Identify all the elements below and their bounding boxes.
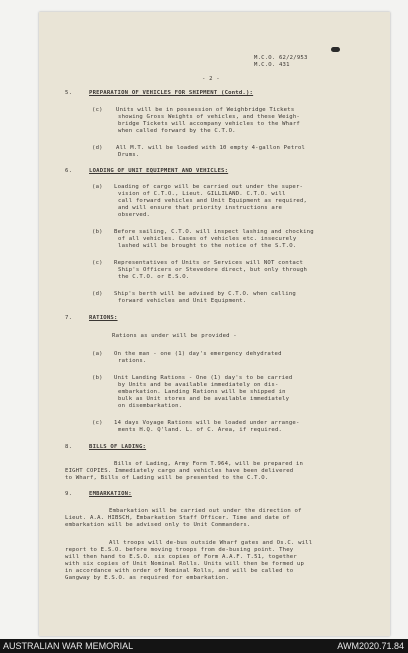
section-6-d-label: (d) — [92, 291, 103, 297]
section-7-b-line: embarkation. Landing Rations will be shipped in — [118, 389, 286, 395]
section-5-d-label: (d) — [92, 145, 103, 151]
section-7-c-line: ments H.Q. Q'land. L. of C. Area, if required. — [118, 427, 283, 433]
archive-footer-bar — [0, 639, 408, 653]
section-5-d-line: All M.T. will be loaded with 10 empty 4-gallon Petrol — [116, 145, 306, 151]
section-7-intro: Rations as under will be provided - — [112, 333, 237, 339]
section-7-b-line: Unit Landing Rations - One (1) day's to be carried — [114, 375, 293, 381]
section-5-c-line: bridge Tickets will accompany vehicles to the Wharf — [118, 121, 300, 127]
section-7-title: RATIONS: — [89, 315, 118, 321]
section-9-para1-line: Lieut. A.A. HIBSCH, Embarkation Staff Officer. Time and date of — [65, 515, 290, 521]
section-5-number: 5. — [65, 90, 73, 96]
section-9-para1-line: embarkation will be advised only to Unit Commanders. — [65, 522, 251, 528]
section-6-a-line: and will ensure that priority instructions are — [118, 205, 283, 211]
section-9-para2-line: report to E.S.O. before moving troops from de-busing point. They — [65, 547, 294, 553]
section-6-number: 6. — [65, 168, 73, 174]
section-6-b-line: Before sailing, C.T.O. will inspect lashing and chocking — [114, 229, 314, 235]
section-9-title: EMBARKATION: — [89, 491, 132, 497]
section-9-number: 9. — [65, 491, 73, 497]
section-7-c-label: (c) — [92, 420, 103, 426]
section-6-d-line: Ship's berth will be advised by C.T.O. when calling — [114, 291, 296, 297]
section-6-a-line: Loading of cargo will be carried out under the super- — [114, 184, 304, 190]
section-7-b-label: (b) — [92, 375, 103, 381]
section-9-para2-line: Gangway by E.S.O. as required for embarkation. — [65, 575, 230, 581]
ref-line-2: M.C.O. 431 — [254, 62, 290, 68]
page-number: - 2 - — [202, 76, 220, 82]
section-5-c-line: when called forward by the C.T.O. — [118, 128, 236, 134]
footer-institution: AUSTRALIAN WAR MEMORIAL — [3, 641, 134, 651]
section-8-title: BILLS OF LADING: — [89, 444, 147, 450]
section-6-a-line: vision of C.T.O., Lieut. GILLILAND. C.T.O. will — [118, 191, 286, 197]
section-7-number: 7. — [65, 315, 73, 321]
section-7-b-line: by Units and be available immediately on dis- — [118, 382, 279, 388]
footer-accession-number: AWM2020.71.84 — [337, 641, 404, 651]
section-5-c-line: Units will be in possession of Weighbridge Tickets — [116, 107, 295, 113]
section-6-a-line: observed. — [118, 212, 151, 218]
page-content — [39, 12, 390, 636]
section-7-a-label: (a) — [92, 351, 103, 357]
section-5-c-line: showing Gross Weights of vehicles, and these Weigh- — [118, 114, 300, 120]
section-6-a-label: (a) — [92, 184, 103, 190]
section-7-b-line: bulk as Unit stores and be available immediately — [118, 396, 290, 402]
section-8-line: Bills of Lading, Army Form T.964, will be prepared in — [114, 461, 304, 467]
section-6-c-line: Representatives of Units or Services will NOT contact — [114, 260, 304, 266]
section-6-title: LOADING OF UNIT EQUIPMENT AND VEHICLES: — [89, 168, 229, 174]
section-9-para2-line: in accordance with order of Nominal Rolls, and will be called to — [65, 568, 294, 574]
section-5-c-label: (c) — [92, 107, 103, 113]
ref-line-1: M.C.O. 62/2/953 — [254, 55, 308, 61]
section-5-d-line: Drums. — [118, 152, 140, 158]
section-5-title: PREPARATION OF VEHICLES FOR SHIPMENT (Contd.): — [89, 90, 254, 96]
section-6-c-line: the C.T.O. or E.S.O. — [118, 274, 190, 280]
section-7-a-line: On the man - one (1) day's emergency dehydrated — [114, 351, 282, 357]
section-9-para1-line: Embarkation will be carried out under the direction of — [109, 508, 302, 514]
section-6-b-line: of all vehicles. Cases of vehicles etc. insecurely — [118, 236, 297, 242]
section-7-a-line: rations. — [118, 358, 147, 364]
section-6-a-line: call forward vehicles and Unit Equipment as required, — [118, 198, 308, 204]
section-7-b-line: on disembarkation. — [118, 403, 183, 409]
section-6-b-label: (b) — [92, 229, 103, 235]
section-6-c-label: (c) — [92, 260, 103, 266]
section-8-number: 8. — [65, 444, 73, 450]
section-6-b-line: lashed will be brought to the notice of the S.T.O. — [118, 243, 297, 249]
section-6-d-line: forward vehicles and Unit Equipment. — [118, 298, 247, 304]
section-8-line: EIGHT COPIES. Immediately cargo and vehicles have been delivered — [65, 468, 294, 474]
document-page — [39, 12, 390, 636]
section-6-c-line: Ship's Officers or Stevedore direct, but only through — [118, 267, 308, 273]
section-9-para2-line: with six copies of Unit Nominal Rolls. Units will then be formed up — [65, 561, 305, 567]
section-9-para2-line: All troops will de-bus outside Wharf gates and Os.C. will — [109, 540, 313, 546]
section-9-para2-line: will then hand to E.S.O. six copies of Form A.A.F. T.51, together — [65, 554, 297, 560]
section-8-line: to Wharf, Bills of Lading will be presented to the C.T.O. — [65, 475, 269, 481]
section-7-c-line: 14 days Voyage Rations will be loaded under arrange- — [114, 420, 300, 426]
